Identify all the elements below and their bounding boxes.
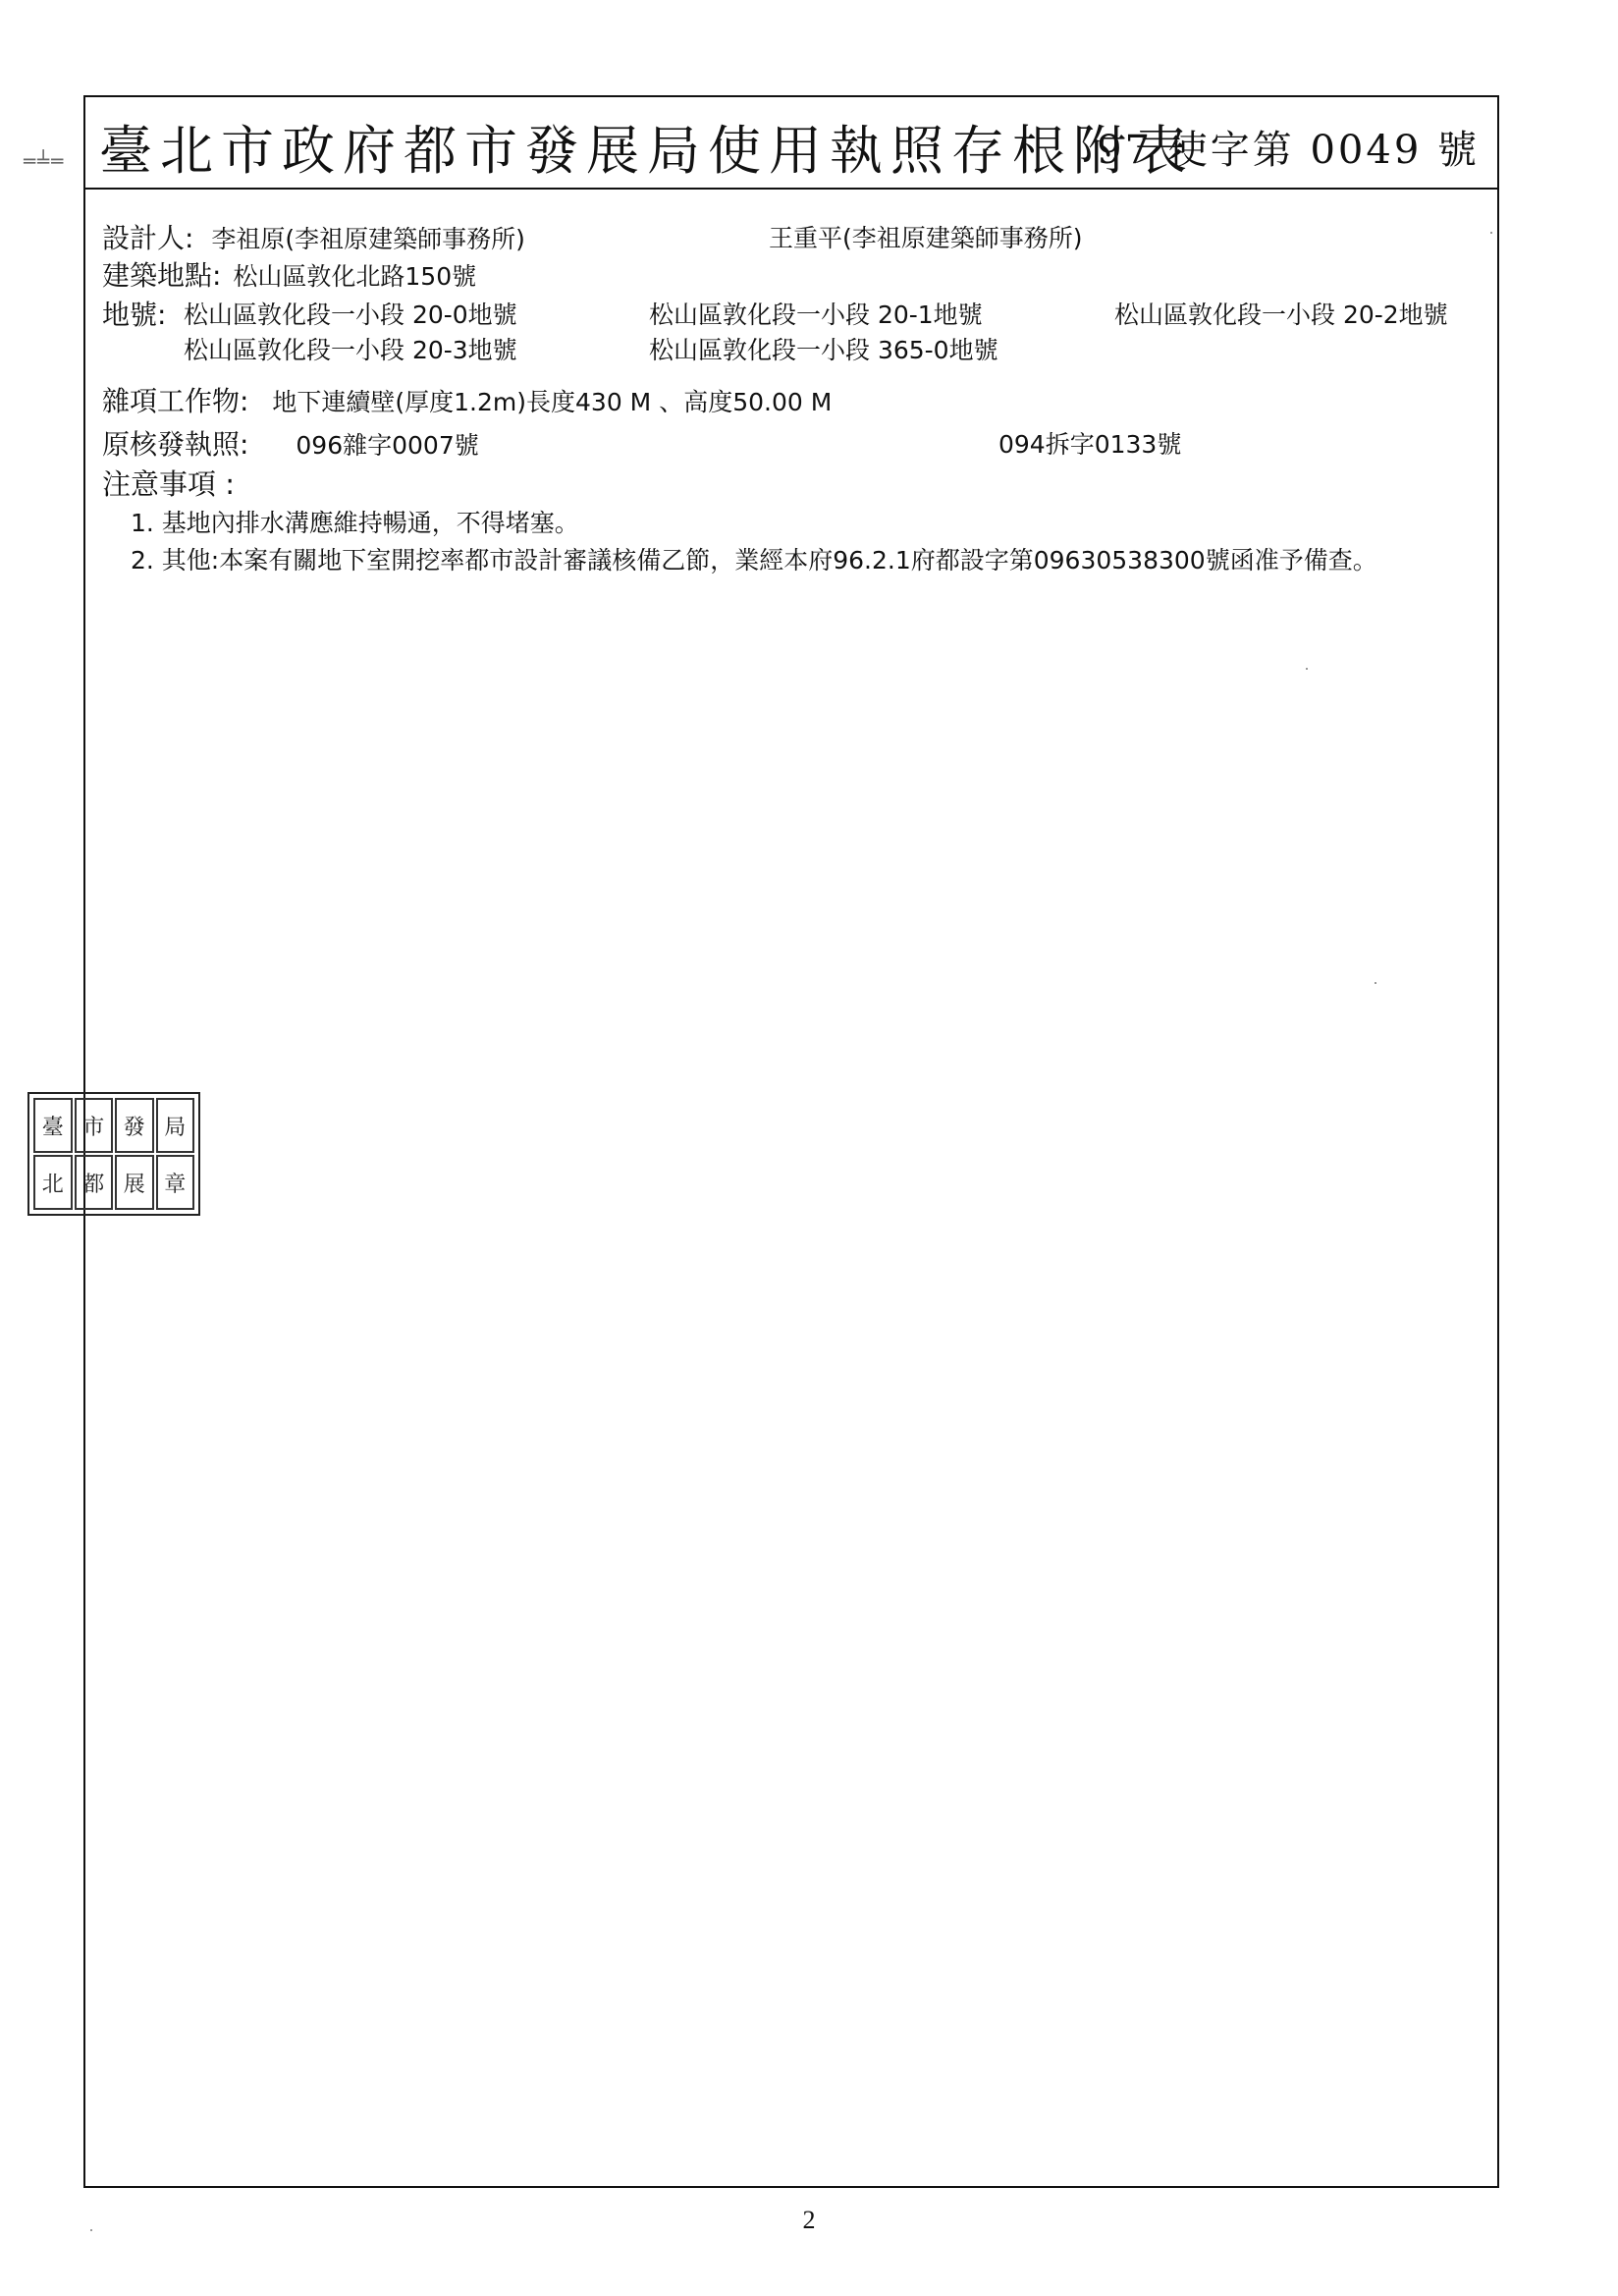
lot-item: 松山區敦化段一小段 20-2地號 xyxy=(1114,301,1448,329)
lot-label-row xyxy=(102,294,166,333)
seal-char: 章 xyxy=(156,1155,195,1210)
scan-speck xyxy=(1306,668,1308,670)
notes-title: 注意事項 : xyxy=(102,467,235,501)
original-permits-label: 原核發執照: xyxy=(102,428,249,461)
seal-char: 發 xyxy=(115,1098,154,1153)
original-permit-1: 096雜字0007號 xyxy=(296,431,479,460)
misc-works-row xyxy=(102,380,832,419)
note-item: 1. 基地內排水溝應維持暢通，不得堵塞。 xyxy=(131,509,579,537)
note-item: 2. 其他:本案有關地下室開挖率都市設計審議核備乙節，業經本府96.2.1府都設字第09630538300號函准予備查。 xyxy=(131,546,1377,574)
scan-speck xyxy=(90,2229,92,2231)
designer-label: 設計人: xyxy=(102,222,194,254)
lot-item: 松山區敦化段一小段 20-0地號 xyxy=(184,301,517,329)
original-permits-row xyxy=(102,423,479,463)
site-value: 松山區敦化北路150號 xyxy=(233,262,477,291)
fax-mark: ═╧═ xyxy=(24,149,66,173)
seal-char: 北 xyxy=(33,1155,73,1210)
misc-works-label: 雜項工作物: xyxy=(102,385,249,417)
site-row xyxy=(102,254,476,294)
permit-number: 97 使字第 0049 號 xyxy=(1097,128,1480,173)
lot-item: 松山區敦化段一小段 20-3地號 xyxy=(184,336,517,364)
site-label: 建築地點: xyxy=(102,259,222,292)
title-bar xyxy=(85,97,1497,190)
misc-works-value: 地下連續壁(厚度1.2m)長度430 M 、高度50.00 M xyxy=(272,388,833,416)
designer-row xyxy=(102,217,525,256)
designer-1: 李祖原(李祖原建築師事務所) xyxy=(211,225,525,253)
scan-speck xyxy=(1490,232,1492,234)
lot-label: 地號: xyxy=(102,299,167,331)
seal-char: 展 xyxy=(115,1155,154,1210)
seal-char: 局 xyxy=(156,1098,195,1153)
original-permit-2: 094拆字0133號 xyxy=(998,430,1182,459)
lot-item: 松山區敦化段一小段 365-0地號 xyxy=(649,336,998,364)
document-title: 臺北市政府都市發展局使用執照存根附表 xyxy=(99,120,1195,182)
scan-speck xyxy=(1375,982,1376,984)
official-seal xyxy=(27,1092,200,1216)
page-number: 2 xyxy=(802,2206,816,2234)
document-frame xyxy=(83,95,1499,2188)
seal-char: 臺 xyxy=(33,1098,73,1153)
seal-char: 市 xyxy=(75,1098,114,1153)
lot-item: 松山區敦化段一小段 20-1地號 xyxy=(649,301,983,329)
designer-2: 王重平(李祖原建築師事務所) xyxy=(769,224,1083,252)
seal-char: 都 xyxy=(75,1155,114,1210)
